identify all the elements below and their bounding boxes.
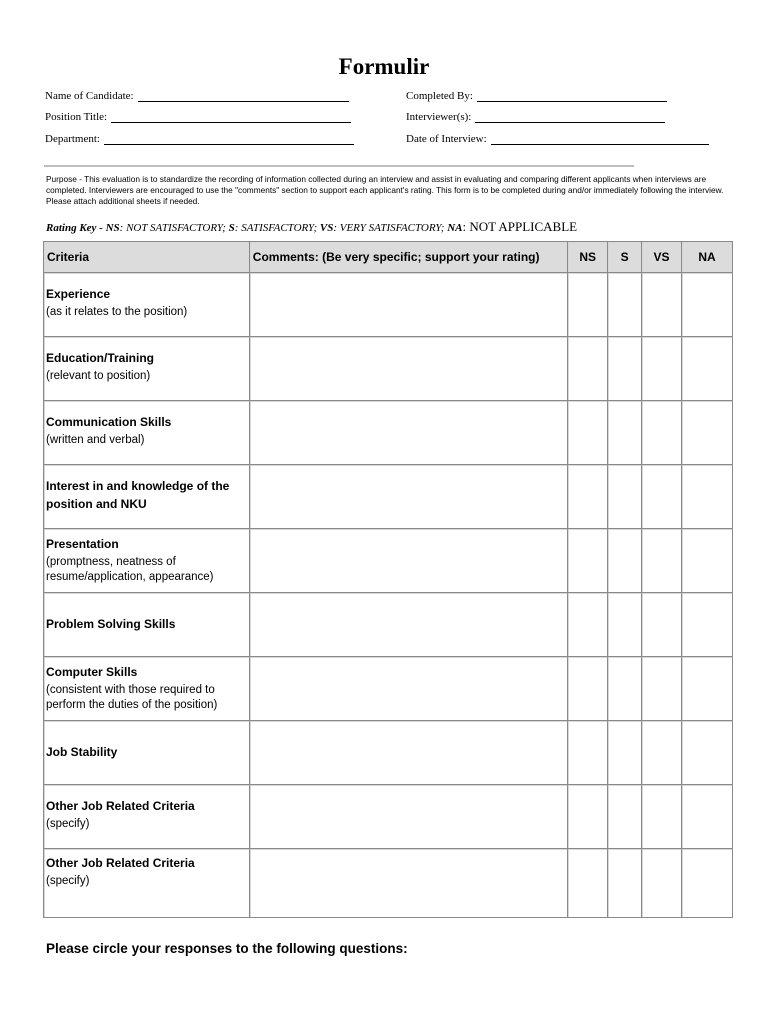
rating-s-cell[interactable] <box>608 273 642 337</box>
rating-key-na-text: : NOT APPLICABLE <box>462 219 578 234</box>
department-label: Department: <box>45 133 100 145</box>
rating-key-ns: NS <box>105 222 120 234</box>
rating-s-cell[interactable] <box>608 337 642 401</box>
rating-vs-cell[interactable] <box>642 529 682 593</box>
rating-ns-cell[interactable] <box>568 465 608 529</box>
comments-cell[interactable] <box>250 529 568 593</box>
header-criteria: Criteria <box>44 242 250 273</box>
purpose-text: Purpose - This evaluation is to standardize the recording of information collected during an interview and assist in evaluating and comparing different applicants when interviews are completed. Interviewers are encouraged to use the "comments" section to support each applicant's rating. This form is to be completed during and/or immediately following the interview. Please attach additional sheets if needed. <box>46 174 724 206</box>
rating-vs-cell[interactable] <box>642 465 682 529</box>
rating-vs-cell[interactable] <box>642 849 682 918</box>
criteria-cell <box>44 337 250 401</box>
date-of-interview-line[interactable] <box>491 134 709 145</box>
header-ns: NS <box>568 242 608 273</box>
position-title-field[interactable] <box>45 111 351 123</box>
criteria-name: Other Job Related Criteria <box>46 856 195 870</box>
rating-na-cell[interactable] <box>682 401 733 465</box>
comments-cell[interactable] <box>250 593 568 657</box>
rating-na-cell[interactable] <box>682 785 733 849</box>
header-comments: Comments: (Be very specific; support your rating) <box>250 242 568 273</box>
rating-ns-cell[interactable] <box>568 337 608 401</box>
table-row <box>44 785 733 849</box>
rating-vs-cell[interactable] <box>642 273 682 337</box>
rating-s-cell[interactable] <box>608 657 642 721</box>
comments-cell[interactable] <box>250 785 568 849</box>
rating-vs-cell[interactable] <box>642 337 682 401</box>
rating-key <box>46 219 746 235</box>
rating-ns-cell[interactable] <box>568 721 608 785</box>
comments-cell[interactable] <box>250 721 568 785</box>
table-row <box>44 337 733 401</box>
criteria-cell <box>44 273 250 337</box>
interviewers-label: Interviewer(s): <box>406 111 472 123</box>
table-row <box>44 465 733 529</box>
criteria-subtext: (specify) <box>46 875 90 887</box>
rating-ns-cell[interactable] <box>568 593 608 657</box>
criteria-cell <box>44 529 250 593</box>
date-of-interview-field[interactable] <box>406 133 709 145</box>
rating-ns-cell[interactable] <box>568 529 608 593</box>
interviewers-line[interactable] <box>475 112 665 123</box>
criteria-name: Experience <box>46 287 111 301</box>
rating-na-cell[interactable] <box>682 273 733 337</box>
criteria-name: Interest in and knowledge of the position and NKU <box>46 479 230 511</box>
criteria-name: Other Job Related Criteria <box>46 799 195 813</box>
section-divider <box>44 165 634 167</box>
rating-na-cell[interactable] <box>682 337 733 401</box>
criteria-subtext: (relevant to position) <box>46 370 151 382</box>
table-row <box>44 273 733 337</box>
rating-na-cell[interactable] <box>682 465 733 529</box>
page-title: Formulir <box>338 54 430 79</box>
rating-s-cell[interactable] <box>608 721 642 785</box>
rating-na-cell[interactable] <box>682 849 733 918</box>
rating-ns-cell[interactable] <box>568 401 608 465</box>
criteria-name: Job Stability <box>46 745 118 759</box>
table-header-row <box>44 242 733 273</box>
department-field[interactable] <box>45 133 354 145</box>
header-vs: VS <box>642 242 682 273</box>
rating-na-cell[interactable] <box>682 657 733 721</box>
comments-cell[interactable] <box>250 401 568 465</box>
rating-key-label: Rating Key - <box>46 222 103 234</box>
closing-instruction: Please circle your responses to the following questions: <box>46 941 408 956</box>
rating-vs-cell[interactable] <box>642 721 682 785</box>
criteria-subtext: (written and verbal) <box>46 434 145 446</box>
criteria-cell <box>44 785 250 849</box>
criteria-cell <box>44 401 250 465</box>
criteria-name: Presentation <box>46 537 119 551</box>
completed-by-line[interactable] <box>477 91 667 102</box>
rating-ns-cell[interactable] <box>568 657 608 721</box>
rating-s-cell[interactable] <box>608 401 642 465</box>
criteria-subtext: (as it relates to the position) <box>46 306 188 318</box>
criteria-cell <box>44 657 250 721</box>
table-row <box>44 593 733 657</box>
rating-vs-cell[interactable] <box>642 785 682 849</box>
rating-s-cell[interactable] <box>608 465 642 529</box>
rating-s-cell[interactable] <box>608 529 642 593</box>
criteria-name: Communication Skills <box>46 415 172 429</box>
name-of-candidate-field[interactable] <box>45 90 349 102</box>
rating-ns-cell[interactable] <box>568 785 608 849</box>
table-row <box>44 401 733 465</box>
interviewers-field[interactable] <box>406 111 665 123</box>
rating-key-s-text: : SATISFACTORY; <box>234 222 318 234</box>
criteria-name: Education/Training <box>46 351 155 365</box>
rating-s-cell[interactable] <box>608 849 642 918</box>
criteria-subtext: (promptness, neatness of resume/application, appearance) <box>46 556 214 583</box>
comments-cell[interactable] <box>250 337 568 401</box>
comments-cell[interactable] <box>250 849 568 918</box>
completed-by-label: Completed By: <box>406 90 473 102</box>
rating-key-s: S <box>228 222 235 234</box>
date-of-interview-label: Date of Interview: <box>406 133 487 145</box>
name-of-candidate-label: Name of Candidate: <box>45 90 134 102</box>
rating-vs-cell[interactable] <box>642 401 682 465</box>
criteria-cell <box>44 593 250 657</box>
criteria-name: Problem Solving Skills <box>46 617 176 631</box>
rating-s-cell[interactable] <box>608 785 642 849</box>
comments-cell[interactable] <box>250 273 568 337</box>
comments-cell[interactable] <box>250 465 568 529</box>
rating-vs-cell[interactable] <box>642 593 682 657</box>
position-title-label: Position Title: <box>45 111 108 123</box>
rating-na-cell[interactable] <box>682 721 733 785</box>
comments-cell[interactable] <box>250 657 568 721</box>
rating-na-cell[interactable] <box>682 529 733 593</box>
name-of-candidate-line[interactable] <box>138 91 349 102</box>
criteria-cell <box>44 849 250 918</box>
rating-ns-cell[interactable] <box>568 273 608 337</box>
header-na: NA <box>682 242 733 273</box>
position-title-line[interactable] <box>111 112 351 123</box>
criteria-cell <box>44 721 250 785</box>
criteria-table <box>43 241 733 918</box>
criteria-name: Computer Skills <box>46 665 138 679</box>
rating-vs-cell[interactable] <box>642 657 682 721</box>
header-s: S <box>608 242 642 273</box>
criteria-subtext: (consistent with those required to perform the duties of the position) <box>46 684 218 711</box>
rating-ns-cell[interactable] <box>568 849 608 918</box>
completed-by-field[interactable] <box>406 90 667 102</box>
criteria-cell <box>44 465 250 529</box>
table-row <box>44 529 733 593</box>
rating-key-vs: VS <box>319 222 334 234</box>
table-row <box>44 657 733 721</box>
rating-key-vs-text: : VERY SATISFACTORY; <box>333 222 445 234</box>
criteria-subtext: (specify) <box>46 818 90 830</box>
rating-key-ns-text: : NOT SATISFACTORY; <box>119 222 226 234</box>
rating-key-na: NA <box>447 222 463 234</box>
table-row <box>44 849 733 918</box>
department-line[interactable] <box>104 134 354 145</box>
rating-s-cell[interactable] <box>608 593 642 657</box>
rating-na-cell[interactable] <box>682 593 733 657</box>
table-row <box>44 721 733 785</box>
